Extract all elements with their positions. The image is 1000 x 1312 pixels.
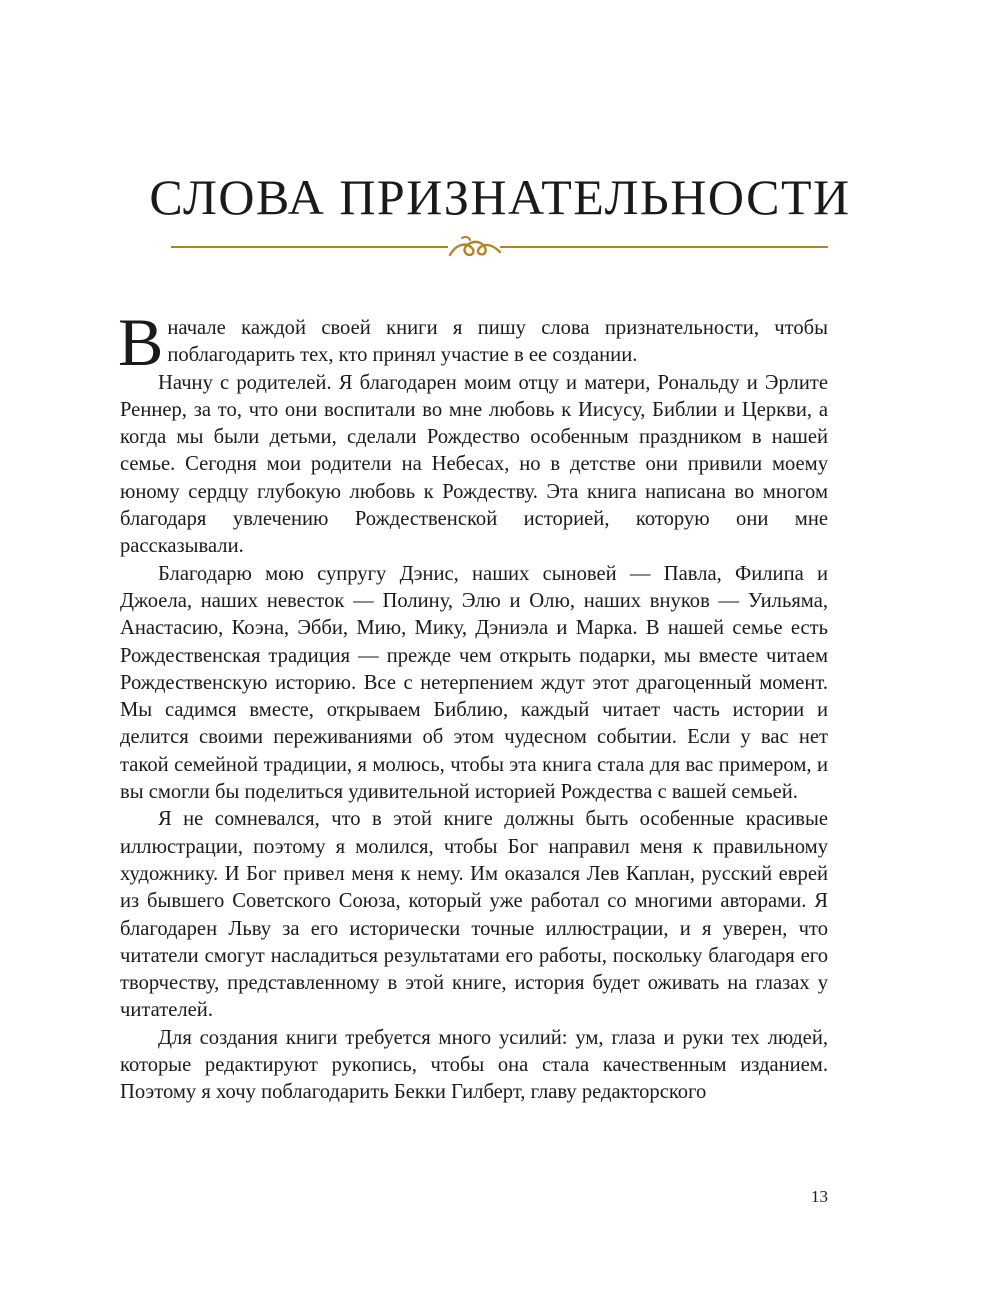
paragraph-text: начале каждой своей книги я пишу слова признательности, чтобы поблагодарить тех, кто принял участие в ее создании.	[167, 317, 828, 367]
paragraph: Благодарю мою супругу Дэнис, наших сыновей — Павла, Филипа и Джоела, наших невесток — Полину, Элю и Олю, наших внуков — Уильяма, Анастасию, Коэна, Эбби, Мию, Мику, Дэниэла и Марка. В нашей семье есть Рождественская традиция — прежде чем открыть подарки, мы вместе читаем Рождественскую историю. Все с нетерпением ждут этот драгоценный момент. Мы садимся вместе, открываем Библию, каждый читает часть истории и делится своими переживаниями об этом чудесном событии. Если у вас нет такой семейной традиции, я молюсь, чтобы эта книга стала для вас примером, и вы смогли бы поделиться удивительной историей Рождества с вашей семьей.	[120, 562, 828, 804]
paragraph	[118, 304, 828, 380]
ornament-rule-left	[171, 246, 448, 248]
ornament-rule-right	[500, 246, 828, 248]
page-number: 13	[811, 1187, 828, 1206]
flourish-icon	[442, 228, 506, 264]
drop-cap: В	[118, 304, 164, 380]
paragraph: Для создания книги требуется много усилий: ум, глаза и руки тех людей, которые редактируют рукопись, чтобы она стала качественным изданием. Поэтому я хочу поблагодарить Бекки Гилберт, главу редакторского	[120, 1026, 828, 1104]
paragraph: Начну с родителей. Я благодарен моим отцу и матери, Рональду и Эрлите Реннер, за то, что они воспитали во мне любовь к Иисусу, Библии и Церкви, а когда мы были детьми, сделали Рождество особенным праздником в нашей семье. Сегодня мои родители на Небесах, но в детстве они привили моему юному сердцу глубокую любовь к Рождеству. Эта книга написана во многом благодаря увлечению Рождественской историей, которую они мне рассказывали.	[120, 371, 828, 558]
page-title: СЛОВА ПРИЗНАТЕЛЬНОСТИ	[149, 169, 851, 225]
paragraph: Я не сомневался, что в этой книге должны быть особенные красивые иллюстрации, поэтому я молился, чтобы Бог направил меня к правильному художнику. И Бог привел меня к нему. Им оказался Лев Каплан, русский еврей из бывшего Советского Союза, который уже работал со многими авторами. Я благодарен Льву за его исторически точные иллюстрации, и я уверен, что читатели смогут насладиться результатами его работы, поскольку благодаря его творчеству, представленному в этой книге, история будет оживать на глазах у читателей.	[120, 808, 828, 1022]
body-text	[118, 304, 828, 1107]
